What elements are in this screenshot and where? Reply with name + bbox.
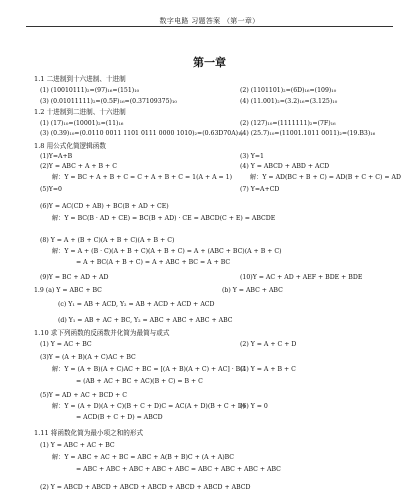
answer-line: (d) Y₁ = AB + AC + BC, Y₂ = ABC + ABC + ABC + ABC: [58, 317, 233, 324]
answer-line: (2) Y = ABCD + ABCD + ABCD + ABCD + ABCD + ABCD + ABCD: [40, 484, 251, 491]
answer-line: (4) (25.7)₁₀=(11001.1011 0011)₂=(19.B3)₁₆: [240, 130, 376, 137]
section-heading: 1.11 将函数化简为最小项之和的形式: [34, 429, 144, 437]
answer-line: (4) Y = A + B + C: [240, 366, 296, 373]
answer-line: (3) (0.39)₁₀=(0.0110 0011 1101 0111 0000 1010)₂=(0.63D70A)₁₆: [40, 130, 244, 137]
answer-line: (6) Y = 0: [240, 403, 268, 410]
answer-line: (7) Y=A+CD: [240, 186, 280, 193]
answer-line: (2) (1101101)₂=(6D)₁₆=(109)₁₀: [240, 87, 337, 94]
answer-line: = (AB + AC + BC + AC)(B + C) = B + C: [76, 378, 203, 385]
section-heading: 1.8 用公式化简逻辑函数: [34, 142, 106, 150]
answer-line: (5)Y=0: [40, 186, 62, 193]
answer-line: (4) Y = ABCD + ABD + ACD: [240, 163, 330, 170]
answer-line: 解：Y = (A + B)(A + C)AC + BC = [(A + B)(A + C) + AC] · BC: [52, 366, 246, 373]
answer-line: 解：Y = ABC + AC + BC = ABC + A(B + B)C + (A + A)BC: [52, 454, 235, 461]
answer-line: (b) Y = ABC + ABC: [222, 287, 283, 294]
answer-line: (3) (0.01011111)₂=(0.5F)₁₆=(0.37109375)₁₀: [40, 98, 177, 105]
section-heading: 1.2 十进制到二进制、十六进制: [34, 108, 126, 116]
answer-line: (9)Y = BC + AD + AD: [40, 274, 109, 281]
answer-line: (1) (10010111)₂=(97)₁₆=(151)₁₀: [40, 87, 140, 94]
answer-line: 解：Y = (A + D)(A + C)(B + C + D)C = AC(A + D)(B + C + D): [52, 403, 246, 410]
answer-line: (c) Y₁ = AB + ACD, Y₂ = AB + ACD + ACD + ACD: [58, 301, 215, 308]
answer-line: (1)Y=A+B: [40, 153, 73, 160]
answer-line: 解：Y = BC(B · AD + CE) = BC(B + AD) · CE = ABCD(C + E) = ABCDE: [52, 215, 276, 222]
answer-line: (4) (11.001)₂=(3.2)₁₆=(3.125)₁₀: [240, 98, 338, 105]
answer-line: (1) Y = ABC + AC + BC: [40, 442, 115, 449]
answer-line: = ABC + ABC + ABC + ABC + ABC = ABC + ABC + ABC + ABC: [76, 466, 281, 473]
running-header: 数字电路 习题答案 （第一章）: [159, 17, 260, 25]
section-heading: 1.10 求下列函数的反函数并化简为最简与或式: [34, 329, 170, 337]
answer-line: = ACD(B + C + D) = ABCD: [76, 414, 163, 421]
answer-line: 解：Y = A + (B · C)(A + B + C)(A + B + C) = A + (ABC + BC)(A + B + C): [52, 248, 282, 255]
answer-line: (10)Y = AC + AD + AEF + BDE + BDE: [240, 274, 363, 281]
chapter-title: 第一章: [193, 56, 226, 69]
answer-line: (6)Y = AC(CD + AB) + BC(B + AD + CE): [40, 203, 169, 210]
section-heading: 1.1 二进制到十六进制、十进制: [34, 75, 126, 83]
answer-line: (1) Y = AC + BC: [40, 341, 92, 348]
answer-line: (1) (17)₁₀=(10001)₂=(11)₁₆: [40, 120, 124, 127]
answer-line: = A + BC(A + B + C) = A + ABC + BC = A + BC: [76, 259, 231, 266]
answer-line: (2)Y = ABC + A + B + C: [40, 163, 117, 170]
answer-line: 1.9 (a) Y = ABC + BC: [34, 287, 102, 294]
header-rule: [26, 26, 393, 27]
answer-line: 解：Y = BC + A + B + C = C + A + B + C = 1(A + A = 1): [52, 174, 233, 181]
answer-line: (8) Y = A + (B + C)(A + B + C)(A + B + C): [40, 237, 175, 244]
answer-line: (5)Y = AD + AC + BCD + C: [40, 392, 128, 399]
answer-line: (2) (127)₁₀=(1111111)₂=(7F)₁₆: [240, 120, 336, 127]
answer-line: (3)Y = (A + B)(A + C)AC + BC: [40, 354, 136, 361]
answer-line: 解：Y = AD(BC + B + C) = AD(B + C + C) = AD: [250, 174, 401, 181]
answer-line: (2) Y = A + C + D: [240, 341, 297, 348]
answer-line: (3) Y=1: [240, 153, 264, 160]
